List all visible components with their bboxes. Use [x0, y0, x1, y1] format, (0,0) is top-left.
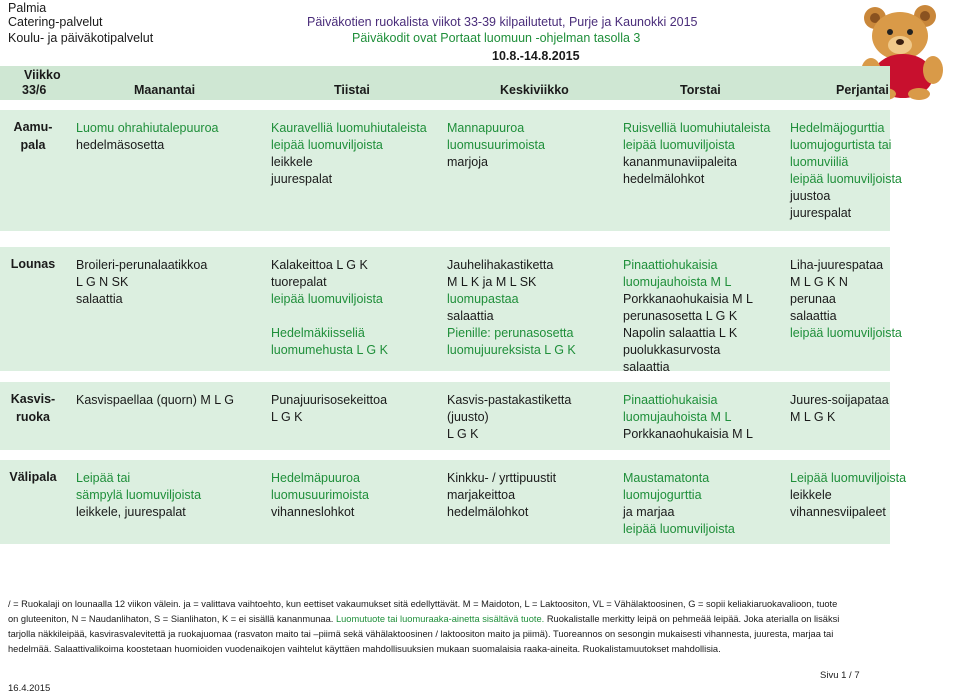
- week-number: 33/6: [22, 83, 47, 97]
- footer-line: [8, 612, 953, 627]
- day-header-friday: Perjantai: [836, 83, 889, 97]
- menu-item: M L G K N: [790, 275, 848, 289]
- menu-cell-lunch-tuesday: [271, 257, 388, 359]
- menu-item: Pinaattiohukaisia: [623, 393, 718, 407]
- menu-cell-snack-monday: [76, 470, 201, 521]
- page-title: Päiväkotien ruokalista viikot 33-39 kilpailutetut, Purje ja Kaunokki 2015: [307, 15, 698, 29]
- menu-cell-lunch-friday: [790, 257, 902, 342]
- menu-item: hedelmälohkot: [447, 505, 529, 519]
- menu-item: (juusto): [447, 410, 489, 424]
- menu-item: L G K: [447, 427, 479, 441]
- row-label-snack: [0, 468, 66, 486]
- menu-item: vihannesviipaleet: [790, 505, 886, 519]
- menu-item: leipää luomuviljoista: [790, 172, 902, 186]
- menu-item: tuorepalat: [271, 275, 327, 289]
- menu-item: Kalakeittoa L G K: [271, 258, 368, 272]
- menu-cell-snack-thursday: [623, 470, 735, 538]
- row-label-line: Lounas: [10, 257, 56, 271]
- menu-item: Mannapuuroa: [447, 121, 525, 135]
- menu-item: luomujauhoista M L: [623, 275, 732, 289]
- day-header-tuesday: Tiistai: [334, 83, 370, 97]
- menu-item: marjakeittoa: [447, 488, 516, 502]
- menu-item: Hedelmäpuuroa: [271, 471, 360, 485]
- menu-cell-snack-wednesday: [447, 470, 556, 521]
- menu-cell-snack-friday: [790, 470, 906, 521]
- menu-item: leipää luomuviljoista: [271, 292, 383, 306]
- menu-item: luomujuureksista L G K: [447, 343, 576, 357]
- menu-cell-lunch-thursday: [623, 257, 753, 376]
- menu-cell-vegetarian-thursday: [623, 392, 753, 443]
- menu-item: salaattia: [623, 360, 670, 374]
- menu-cell-vegetarian-monday: [76, 392, 234, 409]
- menu-item: luomumehusta L G K: [271, 343, 388, 357]
- menu-item: kananmunaviipaleita: [623, 155, 737, 169]
- menu-item: hedelmäsosetta: [76, 138, 165, 152]
- footer-line: tarjolla näkkileipää, kasvirasvalevitettä ja ruokajuomaa (rasvaton maito tai –piimä sekä vähälaktoosinen / laktoositon maito ja piimä). Tuoreannos on sesongin mukaisesti vihannesta, juuresta, marjaa tai: [8, 629, 834, 639]
- menu-item: Jauhelihakastiketta: [447, 258, 554, 272]
- menu-item: leikkele: [271, 155, 313, 169]
- menu-item: luomuviiliä: [790, 155, 849, 169]
- menu-item: Ruisvelliä luomuhiutaleista: [623, 121, 771, 135]
- date-range: 10.8.-14.8.2015: [492, 49, 580, 63]
- org-division: Catering-palvelut: [8, 15, 103, 29]
- footer-notes: [8, 597, 953, 657]
- menu-item: Pienille: perunasosetta: [447, 326, 574, 340]
- menu-item: marjoja: [447, 155, 488, 169]
- menu-item: Luomu ohrahiutalepuuroa: [76, 121, 219, 135]
- menu-item: luomujauhoista M L: [623, 410, 732, 424]
- week-label: Viikko: [24, 68, 61, 82]
- menu-item: juurespalat: [790, 206, 852, 220]
- day-header-wednesday: Keskiviikko: [500, 83, 569, 97]
- menu-item: perunaa: [790, 292, 836, 306]
- menu-item: leipää luomuviljoista: [271, 138, 383, 152]
- row-label-line: ruoka: [15, 410, 51, 424]
- menu-item: Porkkanaohukaisia M L: [623, 292, 753, 306]
- menu-item: Kinkku- / yrttipuustit: [447, 471, 557, 485]
- footer-organic-note: Luomutuote tai luomuraaka-ainetta sisältävä tuote.: [335, 614, 545, 624]
- menu-item: salaattia: [790, 309, 837, 323]
- menu-item: M L G K: [790, 410, 836, 424]
- page-subtitle: Päiväkodit ovat Portaat luomuun -ohjelman tasolla 3: [352, 31, 641, 45]
- menu-item: sämpylä luomuviljoista: [76, 488, 202, 502]
- menu-item: hedelmälohkot: [623, 172, 705, 186]
- menu-item: Juures-soijapataa: [790, 393, 889, 407]
- footer-line: / = Ruokalaji on lounaalla 12 viikon välein. ja = valittava vaihtoehto, kun eettiset vakaumukset sitä edellyttävät. M = Maidoton, L = Laktoositon, VL = Vähälaktoosinen, G = sopii keliakiaruokavalioon, tuote: [8, 599, 838, 609]
- footer-text: on gluteeniton, N = Naudanlihaton, S = Sianlihaton, K = ei sisällä kananmunaa.: [8, 614, 336, 624]
- menu-item: Hedelmäjogurttia: [790, 121, 885, 135]
- org-name: Palmia: [8, 1, 47, 15]
- menu-cell-vegetarian-friday: [790, 392, 889, 426]
- menu-cell-breakfast-friday: [790, 120, 902, 222]
- menu-cell-vegetarian-tuesday: [271, 392, 387, 426]
- row-label-vegetarian: [0, 390, 66, 426]
- menu-item: Napolin salaattia L K: [623, 326, 738, 340]
- menu-cell-lunch-monday: [76, 257, 207, 308]
- menu-cell-snack-tuesday: [271, 470, 369, 521]
- menu-cell-breakfast-tuesday: [271, 120, 427, 188]
- menu-item: perunasosetta L G K: [623, 309, 738, 323]
- row-label-breakfast: [0, 118, 66, 154]
- menu-item: leikkele: [790, 488, 832, 502]
- menu-item: puolukkasurvosta: [623, 343, 721, 357]
- menu-item: leikkele, juurespalat: [76, 505, 186, 519]
- day-header-thursday: Torstai: [680, 83, 721, 97]
- menu-cell-breakfast-thursday: [623, 120, 770, 188]
- menu-cell-breakfast-wednesday: [447, 120, 545, 171]
- menu-item: L G K: [271, 410, 303, 424]
- row-label-line: Kasvis-: [10, 392, 56, 406]
- menu-item: Kasvispaellaa (quorn) M L G: [76, 393, 234, 407]
- menu-item: leipää luomuviljoista: [623, 138, 735, 152]
- menu-item: Liha-juurespataa: [790, 258, 884, 272]
- menu-item: leipää luomuviljoista: [623, 522, 735, 536]
- day-header-monday: Maanantai: [134, 83, 196, 97]
- menu-item: [271, 308, 388, 325]
- menu-item: Pinaattiohukaisia: [623, 258, 718, 272]
- row-label-line: Välipala: [9, 470, 57, 484]
- menu-item: luomusuurimoista: [447, 138, 545, 152]
- menu-item: M L K ja M L SK: [447, 275, 537, 289]
- org-unit: Koulu- ja päiväkotipalvelut: [8, 31, 154, 45]
- print-date: 16.4.2015: [8, 683, 51, 694]
- footer-text: Ruokalistalle merkitty leipä on pehmeää leipää. Joka aterialla on lisäksi: [544, 614, 840, 624]
- menu-item: luomujogurttia: [623, 488, 702, 502]
- menu-item: luomujogurtista tai: [790, 138, 892, 152]
- menu-item: vihanneslohkot: [271, 505, 355, 519]
- menu-item: salaattia: [447, 309, 494, 323]
- menu-cell-breakfast-monday: [76, 120, 218, 154]
- page-number: Sivu 1 / 7: [820, 670, 860, 681]
- menu-item: juustoa: [790, 189, 831, 203]
- row-label-line: pala: [20, 138, 46, 152]
- footer-line: hedelmää. Salaattivalikoima koostetaan huomioiden vuodenaikojen vaihtelut käyttäen mahdollisuuksien mukaan suomalaisia raaka-aineita. Ruokalistamuutokset mahdollisia.: [8, 644, 721, 654]
- menu-item: luomusuurimoista: [271, 488, 369, 502]
- menu-item: ja marjaa: [623, 505, 675, 519]
- menu-item: Leipää luomuviljoista: [790, 471, 907, 485]
- menu-item: Kasvis-pastakastiketta: [447, 393, 572, 407]
- row-label-line: Aamu-: [13, 120, 53, 134]
- week-header: [0, 66, 890, 100]
- menu-item: leipää luomuviljoista: [790, 326, 902, 340]
- menu-item: Punajuurisosekeittoa: [271, 393, 388, 407]
- menu-cell-lunch-wednesday: [447, 257, 576, 359]
- menu-item: Maustamatonta: [623, 471, 710, 485]
- menu-item: Leipää tai: [76, 471, 131, 485]
- menu-item: juurespalat: [271, 172, 333, 186]
- menu-item: Hedelmäkiisseliä: [271, 326, 365, 340]
- menu-cell-vegetarian-wednesday: [447, 392, 571, 443]
- menu-item: Broileri-perunalaatikkoa: [76, 258, 208, 272]
- menu-item: luomupastaa: [447, 292, 519, 306]
- row-label-lunch: [0, 255, 66, 273]
- menu-item: salaattia: [76, 292, 123, 306]
- menu-item: Kauravelliä luomuhiutaleista: [271, 121, 427, 135]
- menu-item: L G N SK: [76, 275, 129, 289]
- menu-item: Porkkanaohukaisia M L: [623, 427, 753, 441]
